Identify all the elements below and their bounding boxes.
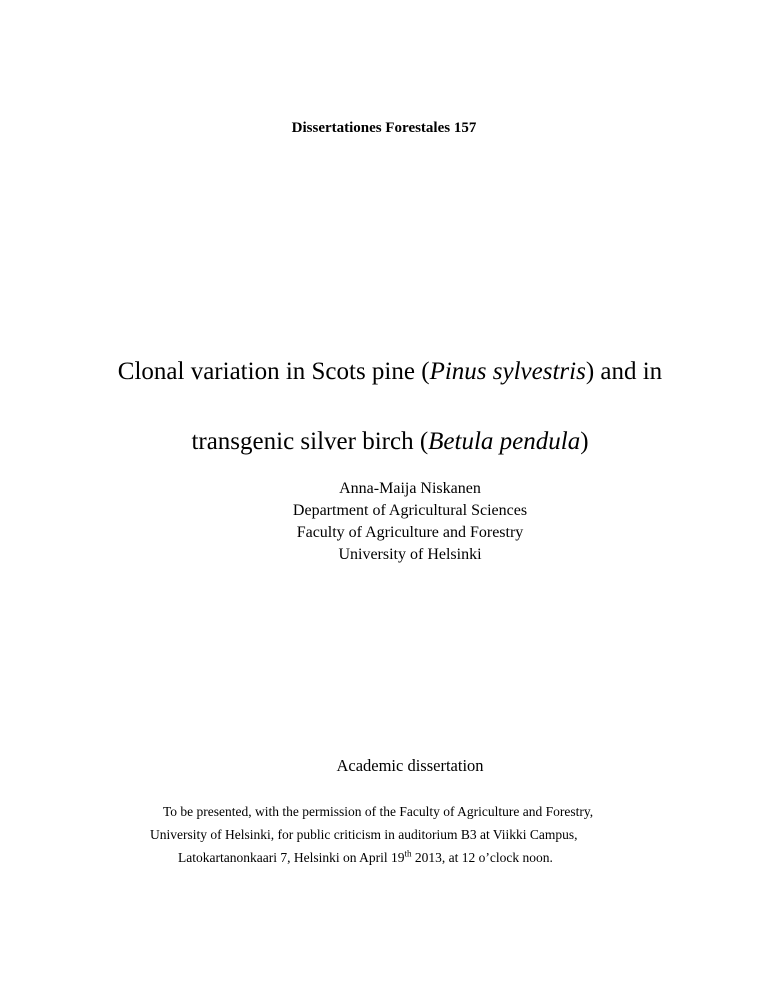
title-species-italic: Pinus sylvestris: [429, 358, 586, 385]
title-text: Clonal variation in Scots pine (: [117, 358, 430, 385]
author-university: University of Helsinki: [338, 546, 482, 563]
author-department: Department of Agricultural Sciences: [292, 502, 528, 519]
presentation-line-2: University of Helsinki, for public criticism in auditorium B3 at Viikki Campus,: [150, 827, 578, 842]
presentation-line-1: To be presented, with the permission of the Faculty of Agriculture and Forestry,: [163, 804, 594, 819]
date-ordinal-superscript: th: [404, 848, 412, 859]
dissertation-title-line-2: [0, 428, 768, 456]
title-text: transgenic silver birch (: [191, 428, 429, 455]
author-name: Anna-Maija Niskanen: [339, 480, 481, 497]
dissertation-title-line-1: [0, 358, 768, 386]
author-block: [0, 478, 768, 566]
series-title: Dissertationes Forestales 157: [291, 120, 477, 136]
author-faculty: Faculty of Agriculture and Forestry: [296, 524, 524, 541]
title-species-italic: Betula pendula: [428, 428, 581, 455]
dissertation-type: Academic dissertation: [336, 756, 484, 775]
title-text: ) and in: [585, 358, 663, 385]
presentation-date-text: Latokartanonkaari 7, Helsinki on April 19: [178, 850, 405, 865]
presentation-time-text: 2013, at 12 o’clock noon.: [411, 850, 553, 865]
title-text: ): [580, 428, 589, 455]
presentation-line-3: [178, 846, 553, 869]
